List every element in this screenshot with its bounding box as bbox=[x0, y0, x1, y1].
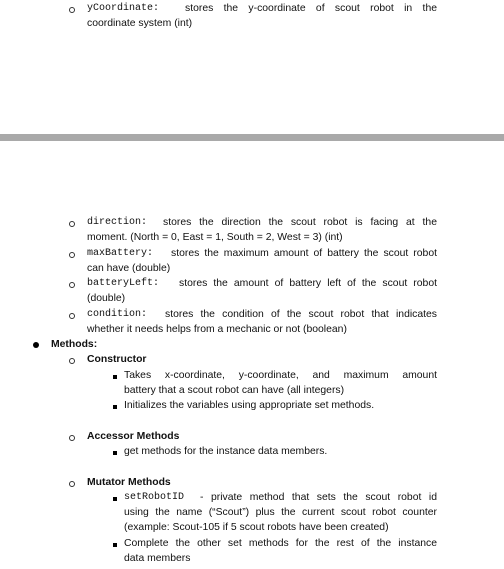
mutator-item-1-line-3: (example: Scout-105 if 5 scout robots have been created) bbox=[124, 522, 389, 533]
maxbattery-line-2: can have (double) bbox=[87, 263, 171, 274]
batteryleft-line-2: (double) bbox=[87, 293, 126, 304]
condition-line-1 bbox=[87, 309, 437, 320]
field-name-condition: condition: bbox=[87, 309, 148, 320]
direction-line-1 bbox=[87, 217, 437, 228]
ycoordinate-line-2: coordinate system (int) bbox=[87, 18, 193, 29]
accessor-item: get methods for the instance data members. bbox=[124, 446, 328, 457]
setrobotid-description: - private method that sets the scout robot id bbox=[200, 492, 437, 503]
square-bullet-icon bbox=[113, 375, 117, 379]
page-break bbox=[0, 134, 504, 141]
square-bullet-icon bbox=[113, 405, 117, 409]
square-bullet-icon bbox=[113, 543, 117, 547]
mutator-item-1-line-2: using the name (“Scout”) plus the current scout robot counter bbox=[124, 507, 437, 518]
direction-line-2: moment. (North = 0, East = 1, South = 2, West = 3) (int) bbox=[87, 232, 343, 243]
mutator-item-1-line-1 bbox=[124, 492, 437, 503]
mutator-item-2-line-2: data members bbox=[124, 553, 191, 564]
square-bullet-icon bbox=[113, 451, 117, 455]
field-name-direction: direction: bbox=[87, 217, 148, 228]
circle-bullet-icon bbox=[69, 313, 75, 319]
field-name-batteryleft: batteryLeft: bbox=[87, 278, 160, 289]
field-name-maxbattery: maxBattery: bbox=[87, 248, 154, 259]
batteryleft-line-1 bbox=[87, 278, 437, 289]
field-name-ycoordinate: yCoordinate: bbox=[87, 3, 160, 14]
accessor-heading: Accessor Methods bbox=[87, 431, 180, 442]
circle-bullet-icon bbox=[69, 221, 75, 227]
constructor-item-2: Initializes the variables using appropriate set methods. bbox=[124, 400, 375, 411]
maxbattery-line-1 bbox=[87, 248, 437, 259]
condition-description: stores the condition of the scout robot that indicates bbox=[165, 309, 437, 320]
batteryleft-description: stores the amount of battery left of the scout robot bbox=[179, 278, 437, 289]
filled-bullet-icon bbox=[33, 342, 39, 348]
circle-bullet-icon bbox=[69, 7, 75, 13]
circle-bullet-icon bbox=[69, 435, 75, 441]
methods-heading: Methods: bbox=[51, 339, 98, 350]
circle-bullet-icon bbox=[69, 481, 75, 487]
ycoordinate-description: stores the y-coordinate of scout robot in the bbox=[185, 3, 437, 14]
constructor-item-1-line-2: battery that a scout robot can have (all integers) bbox=[124, 385, 345, 396]
mutator-item-2-line-1: Complete the other set methods for the rest of the instance bbox=[124, 538, 437, 549]
circle-bullet-icon bbox=[69, 282, 75, 288]
square-bullet-icon bbox=[113, 497, 117, 501]
direction-description: stores the direction the scout robot is facing at the bbox=[163, 217, 437, 228]
maxbattery-description: stores the maximum amount of battery the scout robot bbox=[171, 248, 437, 259]
constructor-item-1-line-1: Takes x-coordinate, y-coordinate, and maximum amount bbox=[124, 370, 437, 381]
condition-line-2: whether it needs helps from a mechanic or not (boolean) bbox=[87, 324, 347, 335]
ycoordinate-line-1 bbox=[87, 3, 437, 14]
circle-bullet-icon bbox=[69, 358, 75, 364]
method-name-setrobotid: setRobotID bbox=[124, 492, 185, 503]
constructor-heading: Constructor bbox=[87, 354, 147, 365]
mutator-heading: Mutator Methods bbox=[87, 477, 171, 488]
circle-bullet-icon bbox=[69, 252, 75, 258]
